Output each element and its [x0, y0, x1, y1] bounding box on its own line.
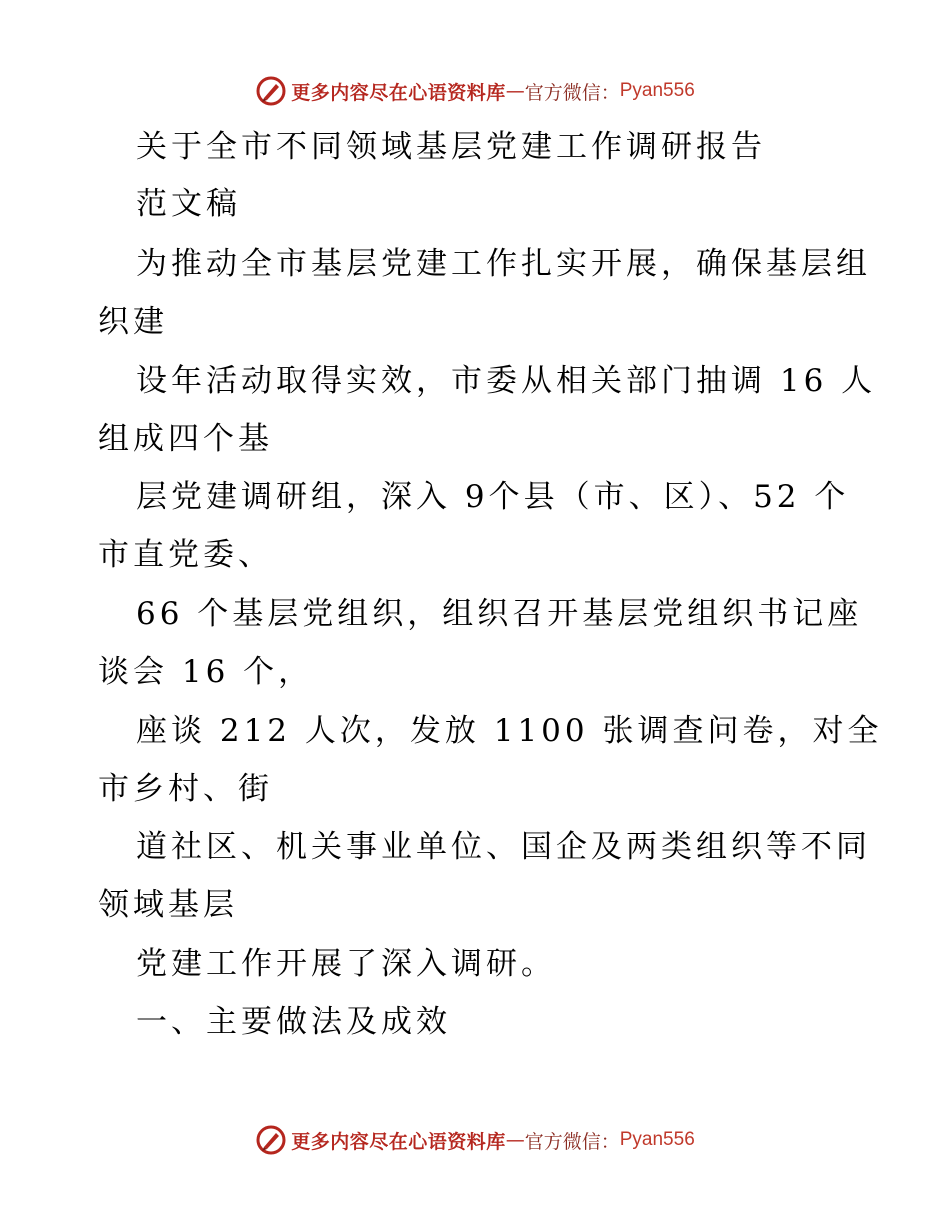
banner-wechat-id: Pyan556 — [619, 1129, 695, 1150]
paragraph-line: 党建工作开展了深入调研。 — [136, 946, 556, 982]
paragraph-line: 市直党委、 — [98, 537, 273, 573]
banner-wechat-id: Pyan556 — [619, 80, 695, 101]
banner-site-text: 更多内容尽在心语资料库 — [291, 81, 506, 104]
paragraph-line: 谈会 16 个， — [98, 654, 314, 690]
footer-banner — [0, 1120, 950, 1160]
paragraph-line: 层党建调研组，深入 9个县（市、区）、52 个 — [136, 479, 850, 515]
banner-official-label: 官方微信： — [524, 81, 620, 104]
banner-official-label: 官方微信： — [524, 1130, 620, 1153]
paragraph-line: 市乡村、街 — [98, 771, 273, 807]
banner-site-text: 更多内容尽在心语资料库 — [291, 1130, 506, 1153]
paragraph-line: 设年活动取得实效，市委从相关部门抽调 16 人 — [136, 363, 877, 399]
paragraph-line: 组成四个基 — [98, 421, 273, 457]
pen-nib-logo-icon — [255, 75, 287, 107]
paragraph-line: 领域基层 — [98, 887, 238, 923]
paragraph-line: 织建 — [98, 304, 168, 340]
paragraph-line: 为推动全市基层党建工作扎实开展，确保基层组 — [136, 246, 871, 282]
document-title: 关于全市不同领域基层党建工作调研报告 — [136, 129, 766, 165]
header-banner — [0, 71, 950, 111]
paragraph-line: 66 个基层党组织，组织召开基层党组织书记座 — [136, 596, 863, 632]
banner-separator: — — [505, 1129, 525, 1151]
pen-nib-logo-icon — [255, 1124, 287, 1156]
document-subtitle: 范文稿 — [136, 186, 241, 222]
banner-separator: — — [505, 80, 525, 102]
paragraph-line: 座谈 212 人次，发放 1100 张调查问卷，对全 — [136, 713, 883, 749]
section-heading: 一、主要做法及成效 — [136, 1004, 451, 1040]
paragraph-line: 道社区、机关事业单位、国企及两类组织等不同 — [136, 829, 871, 865]
